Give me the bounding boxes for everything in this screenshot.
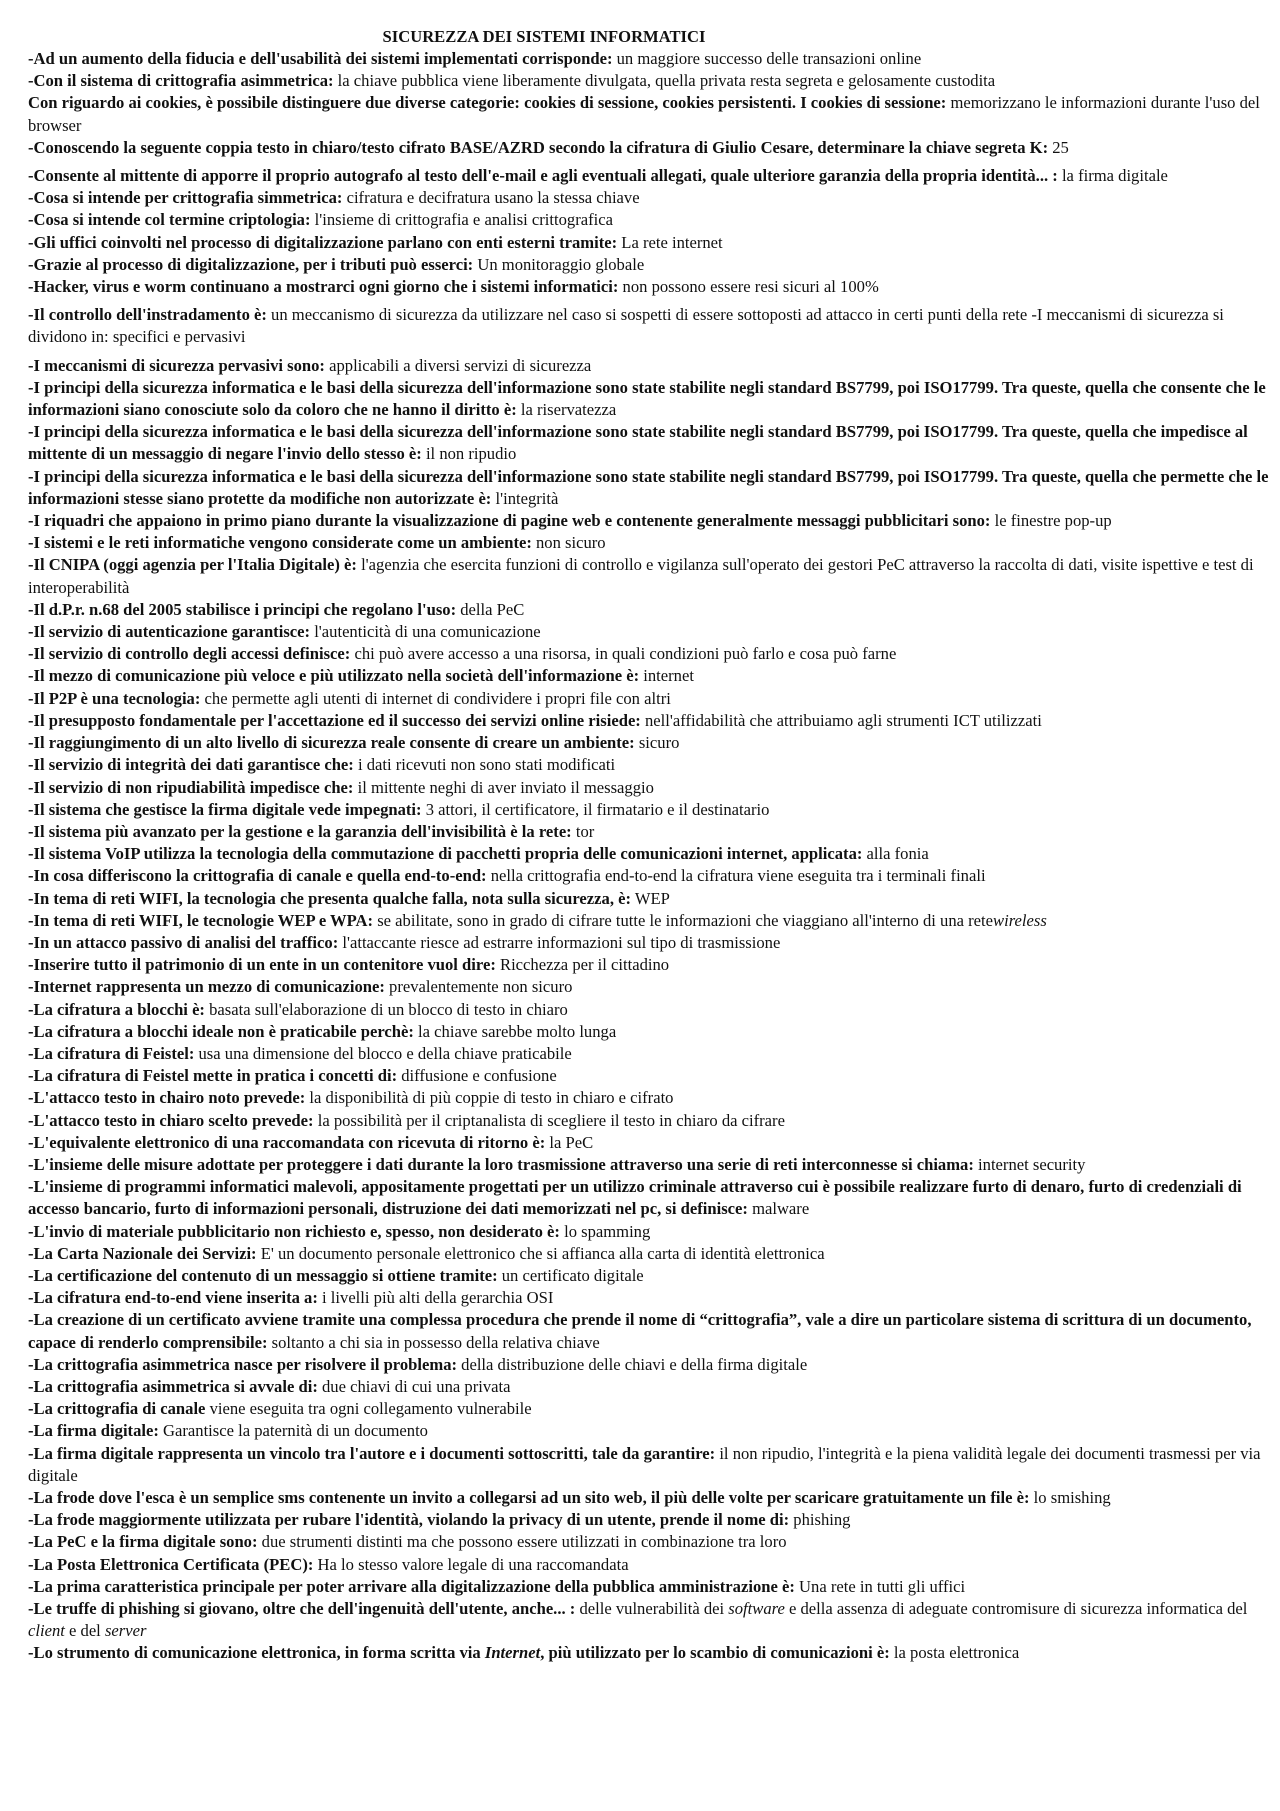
question-text: -Il P2P è una tecnologia: bbox=[28, 688, 201, 708]
qa-entry bbox=[28, 209, 1270, 231]
question-text: -Il servizio di integrità dei dati garantisce che: bbox=[28, 755, 354, 775]
question-text: -Grazie al processo di digitalizzazione, per i tributi può esserci: bbox=[28, 254, 474, 274]
question-text: -La cifratura di Feistel: bbox=[28, 1043, 195, 1063]
answer-text: l'integrità bbox=[491, 488, 559, 508]
answer-text: l'attaccante riesce ad estrarre informazioni sul tipo di trasmissione bbox=[338, 932, 781, 952]
question-text: -Il servizio di autenticazione garantisce: bbox=[28, 622, 311, 642]
question-text: -Inserire tutto il patrimonio di un ente in un contenitore vuol dire: bbox=[28, 955, 496, 975]
qa-entry bbox=[28, 1043, 1270, 1065]
qa-entry bbox=[28, 710, 1270, 732]
question-text: -Hacker, virus e worm continuano a mostrarci ogni giorno che i sistemi informatici: bbox=[28, 277, 619, 297]
answer-text: e del bbox=[64, 1621, 105, 1641]
answer-text: della PeC bbox=[456, 599, 525, 619]
answer-text: cifratura e decifratura usano la stessa chiave bbox=[342, 188, 640, 208]
answer-text: delle vulnerabilità dei bbox=[575, 1599, 729, 1619]
answer-text: il mittente neghi di aver inviato il messaggio bbox=[353, 777, 654, 797]
question-text: -Ad un aumento della fiducia e dell'usabilità dei sistemi implementati corrisponde: bbox=[28, 49, 613, 68]
answer-text: chi può avere accesso a una risorsa, in quali condizioni può farlo e cosa può farne bbox=[350, 644, 897, 664]
answer-text: basata sull'elaborazione di un blocco di testo in chiaro bbox=[204, 999, 568, 1019]
qa-entry bbox=[28, 532, 1270, 554]
qa-entry bbox=[28, 1287, 1270, 1309]
qa-entry bbox=[28, 888, 1270, 910]
answer-text: la riservatezza bbox=[516, 400, 617, 420]
question-text: -Con il sistema di crittografia asimmetrica: bbox=[28, 71, 334, 91]
qa-list bbox=[28, 48, 1270, 1665]
document-title: SICUREZZA DEI SISTEMI INFORMATICI bbox=[382, 27, 706, 46]
answer-text: l'autenticità di una comunicazione bbox=[310, 622, 541, 642]
qa-entry bbox=[28, 999, 1270, 1021]
answer-text: internet security bbox=[973, 1154, 1086, 1174]
qa-entry bbox=[28, 976, 1270, 998]
answer-text: non possono essere resi sicuri al 100% bbox=[618, 277, 879, 297]
qa-entry bbox=[28, 48, 1270, 70]
question-text: -La cifratura a blocchi ideale non è praticabile perchè: bbox=[28, 1021, 414, 1041]
answer-text: malware bbox=[747, 1199, 810, 1219]
answer-text: la disponibilità di più coppie di testo in chiaro e cifrato bbox=[305, 1088, 674, 1108]
answer-text: i livelli più alti della gerarchia OSI bbox=[317, 1288, 554, 1308]
question-text: Internet bbox=[484, 1643, 541, 1663]
question-text: -L'insieme delle misure adottate per proteggere i dati durante la loro trasmissione attraverso una serie di reti interconnesse si chiama: bbox=[28, 1154, 974, 1174]
question-text: -Conoscendo la seguente coppia testo in chiaro/testo cifrato BASE/AZRD secondo la cifratura di Giulio Cesare, determinare la chiave segreta K: bbox=[28, 137, 1049, 157]
answer-text: memorizzano le informazioni durante l'uso del browser bbox=[28, 93, 1260, 135]
question-text: -Le truffe di phishing si giovano, oltre che dell'ingenuità dell'utente, anche... : bbox=[28, 1599, 576, 1619]
question-text: -I principi della sicurezza informatica e le basi della sicurezza dell'informazione sono state stabilite negli standard BS7799, poi ISO17799. Tra queste, quella che impedisce al mittente di un messaggio di negare l'invio dello stesso è: bbox=[28, 422, 1248, 464]
qa-entry bbox=[28, 1487, 1270, 1509]
question-text: -La frode dove l'esca è un semplice sms contenente un invito a collegarsi ad un sito web, il più delle volte per scaricare gratuitamente un file è: bbox=[28, 1488, 1030, 1507]
qa-entry bbox=[28, 304, 1270, 348]
qa-entry bbox=[28, 1176, 1270, 1220]
qa-entry bbox=[28, 1110, 1270, 1132]
qa-entry bbox=[28, 232, 1270, 254]
answer-text: phishing bbox=[789, 1510, 851, 1530]
qa-entry bbox=[28, 254, 1270, 276]
answer-text: un certificato digitale bbox=[497, 1265, 644, 1285]
answer-text: WEP bbox=[631, 888, 670, 908]
question-text: -L'attacco testo in chairo noto prevede: bbox=[28, 1088, 306, 1108]
qa-entry bbox=[28, 1243, 1270, 1265]
answer-text: La rete internet bbox=[617, 232, 723, 252]
qa-entry bbox=[28, 276, 1270, 298]
qa-entry bbox=[28, 754, 1270, 776]
question-text: -Il presupposto fondamentale per l'accettazione ed il successo dei servizi online risiede: bbox=[28, 710, 641, 730]
qa-entry bbox=[28, 688, 1270, 710]
question-text: -L'attacco testo in chiaro scelto prevede: bbox=[28, 1110, 314, 1130]
qa-entry bbox=[28, 1021, 1270, 1043]
question-text: -In un attacco passivo di analisi del traffico: bbox=[28, 932, 339, 952]
qa-entry bbox=[28, 932, 1270, 954]
answer-text: l'insieme di crittografia e analisi crittografica bbox=[310, 210, 613, 230]
qa-entry bbox=[28, 1376, 1270, 1398]
question-text: -Lo strumento di comunicazione elettronica, in forma scritta via bbox=[28, 1643, 485, 1663]
answer-text: lo spamming bbox=[559, 1221, 651, 1241]
qa-entry bbox=[28, 1354, 1270, 1376]
answer-text: client bbox=[28, 1621, 65, 1641]
question-text: -In tema di reti WIFI, le tecnologie WEP e WPA: bbox=[28, 910, 374, 930]
question-text: -L'invio di materiale pubblicitario non richiesto e, spesso, non desiderato è: bbox=[28, 1221, 560, 1241]
question-text: -La prima caratteristica principale per poter arrivare alla digitalizzazione della pubblica amministrazione è: bbox=[28, 1576, 795, 1596]
qa-entry bbox=[28, 865, 1270, 887]
question-text: -La creazione di un certificato avviene tramite una complessa procedura che prende il nome di “crittografia”, vale a dire un particolare sistema di scrittura di un documento, capace di renderlo comprensibile: bbox=[28, 1310, 1252, 1352]
qa-entry bbox=[28, 621, 1270, 643]
qa-entry bbox=[28, 1420, 1270, 1442]
answer-text: Un monitoraggio globale bbox=[473, 254, 645, 274]
answer-text: software bbox=[728, 1599, 785, 1619]
qa-entry bbox=[28, 643, 1270, 665]
answer-text: server bbox=[104, 1621, 147, 1641]
answer-text: wireless bbox=[993, 910, 1047, 930]
answer-text: i dati ricevuti non sono stati modificati bbox=[353, 755, 616, 775]
answer-text: la firma digitale bbox=[1057, 166, 1168, 186]
question-text: -I principi della sicurezza informatica e le basi della sicurezza dell'informazione sono state stabilite negli standard BS7799, poi ISO17799. Tra queste, quella che permette che le informazioni stesse siano protette da modifiche non autorizzate è: bbox=[28, 466, 1269, 508]
question-text: -Il CNIPA (oggi agenzia per l'Italia Digitale) è: bbox=[28, 555, 357, 575]
answer-text: e della assenza di adeguate contromisure di sicurezza informatica del bbox=[784, 1599, 1248, 1619]
qa-entry bbox=[28, 70, 1270, 92]
question-text: -Consente al mittente di apporre il proprio autografo al testo dell'e-mail e agli eventuali allegati, quale ulteriore garanzia della propria identità... : bbox=[28, 166, 1058, 186]
question-text: -La cifratura a blocchi è: bbox=[28, 999, 205, 1019]
qa-entry bbox=[28, 355, 1270, 377]
answer-text: non sicuro bbox=[531, 533, 606, 553]
question-text: -Il raggiungimento di un alto livello di sicurezza reale consente di creare un ambiente: bbox=[28, 733, 635, 753]
answer-text: sicuro bbox=[634, 733, 680, 753]
answer-text: viene eseguita tra ogni collegamento vulnerabile bbox=[205, 1399, 532, 1419]
answer-text: nell'affidabilità che attribuiamo agli strumenti ICT utilizzati bbox=[640, 710, 1042, 730]
qa-entry bbox=[28, 466, 1270, 510]
qa-entry bbox=[28, 843, 1270, 865]
question-text: -L'equivalente elettronico di una raccomandata con ricevuta di ritorno è: bbox=[28, 1132, 546, 1152]
question-text: -I riquadri che appaiono in primo piano durante la visualizzazione di pagine web e contenente generalmente messaggi pubblicitari sono: bbox=[28, 511, 991, 531]
answer-text: E' un documento personale elettronico che si affianca alla carta di identità elettronica bbox=[256, 1243, 825, 1263]
answer-text: Una rete in tutti gli uffici bbox=[794, 1576, 966, 1596]
question-text: -Cosa si intende per crittografia simmetrica: bbox=[28, 188, 343, 208]
answer-text: che permette agli utenti di internet di condividere i propri file con altri bbox=[200, 688, 671, 708]
answer-text: della distribuzione delle chiavi e della firma digitale bbox=[457, 1354, 808, 1374]
qa-entry bbox=[28, 1309, 1270, 1353]
qa-entry bbox=[28, 1642, 1270, 1664]
question-text: , più utilizzato per lo scambio di comunicazioni è: bbox=[540, 1643, 890, 1663]
question-text: -Il d.P.r. n.68 del 2005 stabilisce i principi che regolano l'uso: bbox=[28, 599, 457, 619]
qa-entry bbox=[28, 1154, 1270, 1176]
question-text: -Il sistema VoIP utilizza la tecnologia della commutazione di pacchetti propria delle comunicazioni internet, applicata: bbox=[28, 844, 863, 864]
qa-entry bbox=[28, 1265, 1270, 1287]
question-text: -Il servizio di non ripudiabilità impedisce che: bbox=[28, 777, 354, 797]
qa-entry bbox=[28, 1598, 1270, 1642]
answer-text: la chiave sarebbe molto lunga bbox=[413, 1021, 617, 1041]
question-text: -In cosa differiscono la crittografia di canale e quella end-to-end: bbox=[28, 866, 487, 886]
answer-text: applicabili a diversi servizi di sicurezza bbox=[324, 355, 592, 375]
qa-entry bbox=[28, 1531, 1270, 1553]
question-text: Con riguardo ai cookies, è possibile distinguere due diverse categorie: cookies di sessione, cookies persistenti. I cookies di sessione: bbox=[28, 93, 947, 113]
answer-text: l'agenzia che esercita funzioni di controllo e vigilanza sull'operato dei gestori PeC attraverso la raccolta di dati, visite ispettive e test di interoperabilità bbox=[28, 555, 1254, 597]
answer-text: il non ripudio, l'integrità e la piena validità legale dei documenti trasmessi per via digitale bbox=[28, 1443, 1261, 1485]
answer-text: lo smishing bbox=[1029, 1488, 1111, 1507]
answer-text: un maggiore successo delle transazioni online bbox=[612, 49, 922, 68]
qa-entry bbox=[28, 1087, 1270, 1109]
qa-entry bbox=[28, 1554, 1270, 1576]
question-text: -Il sistema che gestisce la firma digitale vede impegnati: bbox=[28, 799, 422, 819]
answer-text: la posta elettronica bbox=[889, 1643, 1020, 1663]
question-text: -La certificazione del contenuto di un messaggio si ottiene tramite: bbox=[28, 1265, 498, 1285]
question-text: -La cifratura di Feistel mette in pratica i concetti di: bbox=[28, 1066, 398, 1086]
qa-entry bbox=[28, 421, 1270, 465]
answer-text: Ricchezza per il cittadino bbox=[495, 955, 670, 975]
qa-entry bbox=[28, 1221, 1270, 1243]
qa-entry bbox=[28, 1132, 1270, 1154]
qa-entry bbox=[28, 1065, 1270, 1087]
answer-text: 25 bbox=[1048, 137, 1069, 157]
answer-text: un meccanismo di sicurezza da utilizzare nel caso si sospetti di essere sottoposti ad attacco in certi punti della rete -I meccanismi di sicurezza si dividono in: specifici e pervasivi bbox=[28, 305, 1224, 347]
question-text: -I meccanismi di sicurezza pervasivi sono: bbox=[28, 355, 325, 375]
qa-entry bbox=[28, 777, 1270, 799]
answer-text: internet bbox=[639, 666, 694, 686]
question-text: -Gli uffici coinvolti nel processo di digitalizzazione parlano con enti esterni tramite: bbox=[28, 232, 618, 252]
answer-text: soltanto a chi sia in possesso della relativa chiave bbox=[267, 1332, 600, 1352]
question-text: -La crittografia asimmetrica nasce per risolvere il problema: bbox=[28, 1354, 458, 1374]
answer-text: prevalentemente non sicuro bbox=[384, 977, 573, 997]
question-text: -La firma digitale rappresenta un vincolo tra l'autore e i documenti sottoscritti, tale da garantire: bbox=[28, 1443, 716, 1463]
qa-entry bbox=[28, 1443, 1270, 1487]
answer-text: la chiave pubblica viene liberamente divulgata, quella privata resta segreta e gelosamente custodita bbox=[333, 71, 996, 91]
question-text: -Il sistema più avanzato per la gestione e la garanzia dell'invisibilità è la rete: bbox=[28, 821, 572, 841]
qa-entry bbox=[28, 554, 1270, 598]
question-text: -Cosa si intende col termine criptologia: bbox=[28, 210, 311, 230]
question-text: -Internet rappresenta un mezzo di comunicazione: bbox=[28, 977, 385, 997]
question-text: -La cifratura end-to-end viene inserita a: bbox=[28, 1288, 318, 1308]
qa-entry bbox=[28, 510, 1270, 532]
qa-entry bbox=[28, 165, 1270, 187]
question-text: -La crittografia asimmetrica si avvale di: bbox=[28, 1376, 318, 1396]
question-text: -La crittografia di canale bbox=[28, 1399, 206, 1419]
qa-entry bbox=[28, 92, 1270, 136]
qa-entry bbox=[28, 1576, 1270, 1598]
answer-text: Ha lo stesso valore legale di una raccomandata bbox=[313, 1554, 629, 1574]
answer-text: tor bbox=[571, 821, 595, 841]
question-text: -La Carta Nazionale dei Servizi: bbox=[28, 1243, 257, 1263]
qa-entry bbox=[28, 187, 1270, 209]
question-text: -Il controllo dell'instradamento è: bbox=[28, 305, 267, 325]
answer-text: diffusione e confusione bbox=[397, 1066, 557, 1086]
qa-entry bbox=[28, 732, 1270, 754]
answer-text: alla fonia bbox=[862, 844, 929, 864]
question-text: -Il servizio di controllo degli accessi definisce: bbox=[28, 644, 351, 664]
question-text: -In tema di reti WIFI, la tecnologia che presenta qualche falla, nota sulla sicurezza, è: bbox=[28, 888, 632, 908]
question-text: -La firma digitale: bbox=[28, 1421, 159, 1441]
answer-text: Garantisce la paternità di un documento bbox=[158, 1421, 428, 1441]
question-text: -La Posta Elettronica Certificata (PEC): bbox=[28, 1554, 314, 1574]
qa-entry bbox=[28, 599, 1270, 621]
qa-entry bbox=[28, 1398, 1270, 1420]
question-text: -La frode maggiormente utilizzata per rubare l'identità, violando la privacy di un utente, prende il nome di: bbox=[28, 1510, 790, 1530]
answer-text: se abilitate, sono in grado di cifrare tutte le informazioni che viaggiano all'interno di una rete bbox=[373, 910, 994, 930]
qa-entry bbox=[28, 799, 1270, 821]
qa-entry bbox=[28, 821, 1270, 843]
qa-entry bbox=[28, 377, 1270, 421]
qa-entry bbox=[28, 137, 1270, 159]
answer-text: nella crittografia end-to-end la cifratura viene eseguita tra i terminali finali bbox=[486, 866, 986, 886]
qa-entry bbox=[28, 665, 1270, 687]
answer-text: 3 attori, il certificatore, il firmatario e il destinatario bbox=[421, 799, 770, 819]
answer-text: le finestre pop-up bbox=[990, 511, 1112, 531]
question-text: -I sistemi e le reti informatiche vengono considerate come un ambiente: bbox=[28, 533, 532, 553]
qa-entry bbox=[28, 1509, 1270, 1531]
question-text: -I principi della sicurezza informatica e le basi della sicurezza dell'informazione sono state stabilite negli standard BS7799, poi ISO17799. Tra queste, quella che consente che le informazioni siano conosciute solo da coloro che ne hanno il diritto è: bbox=[28, 377, 1266, 420]
answer-text: usa una dimensione del blocco e della chiave praticabile bbox=[194, 1043, 572, 1063]
answer-text: due chiavi di cui una privata bbox=[317, 1376, 511, 1396]
question-text: -La PeC e la firma digitale sono: bbox=[28, 1532, 258, 1552]
question-text: -L'insieme di programmi informatici malevoli, appositamente progettati per un utilizzo criminale attraverso cui è possibile realizzare furto di denaro, furto di credenziali di accesso bancario, furto di informazioni personali, distruzione dei dati memorizzati nel pc, si definisce: bbox=[28, 1177, 1242, 1219]
answer-text: la PeC bbox=[545, 1132, 594, 1152]
answer-text: il non ripudio bbox=[421, 444, 517, 464]
qa-entry bbox=[28, 954, 1270, 976]
answer-text: la possibilità per il criptanalista di scegliere il testo in chiaro da cifrare bbox=[313, 1110, 785, 1130]
question-text: -Il mezzo di comunicazione più veloce e più utilizzato nella società dell'informazione è: bbox=[28, 666, 640, 686]
qa-entry bbox=[28, 910, 1270, 932]
answer-text: due strumenti distinti ma che possono essere utilizzati in combinazione tra loro bbox=[257, 1532, 787, 1552]
